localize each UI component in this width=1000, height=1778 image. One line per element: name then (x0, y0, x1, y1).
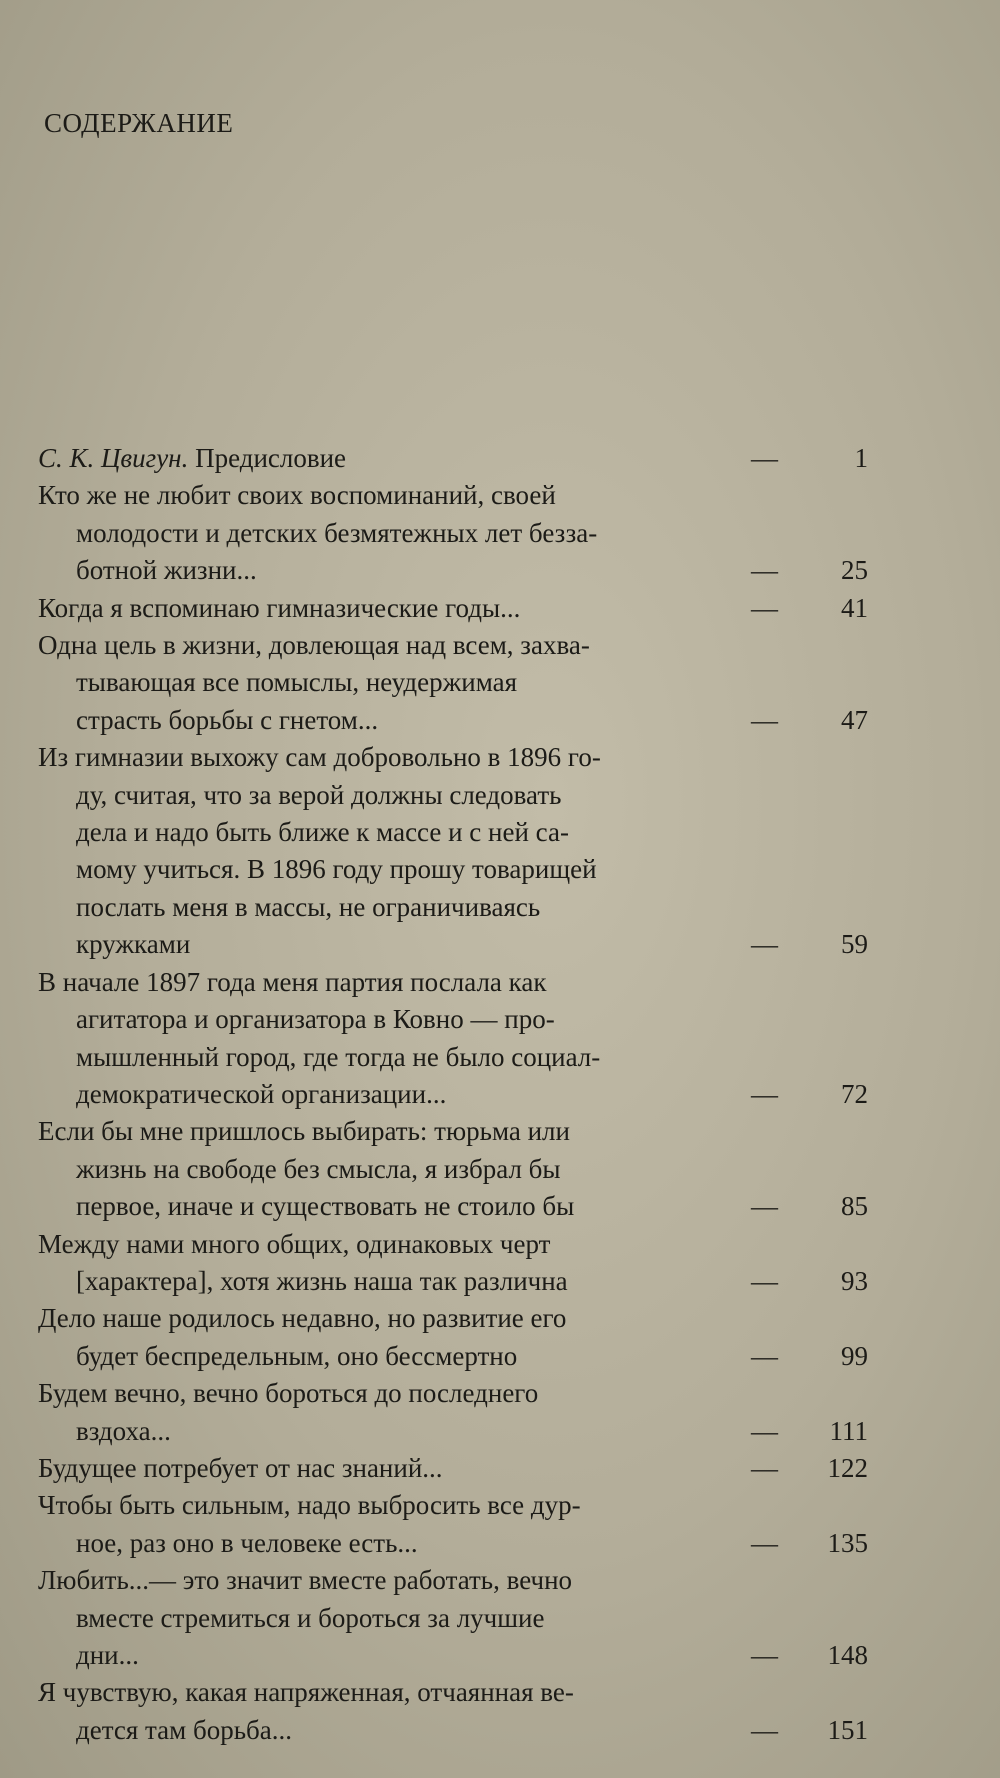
toc-entry-dash: — (751, 1078, 778, 1109)
toc-entry (38, 627, 868, 739)
toc-entry-line: ду, считая, что за верой должны следовать (76, 779, 562, 810)
toc-entry-page-number: 1 (854, 443, 868, 473)
toc-entry-page-number: 111 (829, 1415, 868, 1446)
toc-entry-line: Я чувствую, какая напряженная, отчаянная ве- (38, 1677, 574, 1708)
toc-entry-line: дется там борьба... (76, 1714, 292, 1745)
toc-entry-line: Если бы мне пришлось выбирать: тюрьма или (38, 1116, 570, 1147)
toc-entry-page-number: 148 (827, 1640, 868, 1670)
toc-entry (38, 1300, 868, 1375)
toc-entry-line: [характера], хотя жизнь наша так различна (76, 1265, 568, 1296)
toc-entry-dash: — (751, 1415, 778, 1446)
toc-entry-line: Между нами много общих, одинаковых черт (38, 1228, 551, 1259)
toc-entry-line: будет беспредельным, оно бессмертно (76, 1340, 518, 1371)
toc-entry-line: вместе стремиться и бороться за лучшие (76, 1602, 545, 1633)
toc-entry-line: дела и надо быть ближе к массе и с ней са- (76, 817, 569, 848)
toc-entry-dash: — (751, 1527, 778, 1558)
page-title: СОДЕРЖАНИЕ (44, 108, 234, 138)
toc-entry-page-number: 47 (841, 704, 868, 735)
toc-entry-line: Из гимназии выхожу сам добровольно в 1896 го- (38, 742, 601, 773)
toc-entry-page-number: 151 (827, 1714, 868, 1745)
toc-entry-dash: — (751, 1265, 778, 1296)
toc-entry-author: С. К. Цвигун. (38, 443, 189, 473)
toc-entry-line: Одна цель в жизни, довлеющая над всем, захва- (38, 630, 590, 661)
toc-entry (38, 964, 868, 1114)
toc-entry-page-number: 93 (841, 1265, 868, 1296)
toc-entry (38, 1450, 868, 1487)
toc-entry-line: жизнь на свободе без смысла, я избрал бы (76, 1153, 561, 1184)
toc-entry-page-number: 85 (841, 1191, 868, 1222)
toc-entry (38, 440, 868, 477)
toc-entry-line: дни... (76, 1640, 139, 1670)
toc-entry (38, 1562, 868, 1674)
toc-entry-page-number: 59 (841, 929, 868, 960)
toc-entry-dash: — (751, 1191, 778, 1222)
toc-entry-line: ботной жизни... (76, 555, 257, 586)
toc-entry-dash: — (751, 592, 778, 623)
toc-entry-dash: — (751, 704, 778, 735)
toc-entry (38, 477, 868, 589)
toc-entry-line: ное, раз оно в человеке есть... (76, 1527, 418, 1558)
toc-entry (38, 1113, 868, 1225)
table-of-contents (38, 440, 868, 1749)
toc-entry-line: агитатора и организатора в Ковно — про- (76, 1004, 555, 1035)
toc-entry-line: послать меня в массы, не ограничиваясь (76, 891, 541, 922)
toc-entry-line: демократической организации... (76, 1078, 447, 1109)
toc-entry-dash: — (751, 929, 778, 960)
toc-entry-line: Когда я вспоминаю гимназические годы... (38, 592, 521, 623)
toc-entry-text: Предисловие (195, 443, 347, 473)
toc-entry-line: тывающая все помыслы, неудержимая (76, 667, 518, 698)
toc-entry-line (38, 440, 748, 477)
toc-entry (38, 1674, 868, 1749)
toc-entry-line: мому учиться. В 1896 году прошу товарищей (76, 854, 597, 885)
toc-entry-dash: — (751, 1452, 778, 1483)
toc-entry-line: Чтобы быть сильным, надо выбросить все дур- (38, 1490, 581, 1521)
toc-entry-dash: — (751, 1340, 778, 1371)
toc-entry-line: мышленный город, где тогда не было социал- (76, 1041, 601, 1072)
toc-entry-line: молодости и детских безмятежных лет безза- (76, 517, 598, 548)
toc-entry-page-number: 122 (827, 1452, 868, 1483)
toc-entry-line: Кто же не любит своих воспоминаний, своей (38, 480, 556, 511)
toc-entry-page-number: 135 (827, 1527, 868, 1558)
toc-entry-page-number: 41 (841, 592, 868, 623)
toc-entry-line: Любить...— это значит вместе работать, вечно (38, 1565, 573, 1596)
toc-entry (38, 1226, 868, 1301)
toc-entry-dash: — (751, 443, 778, 473)
toc-entry-line: страсть борьбы с гнетом... (76, 704, 379, 735)
toc-entry-page-number: 72 (841, 1078, 868, 1109)
toc-entry-line: В начале 1897 года меня партия послала как (38, 966, 547, 997)
toc-entry-line: вздоха... (76, 1415, 171, 1446)
toc-entry-line: Будущее потребует от нас знаний... (38, 1452, 443, 1483)
toc-entry (38, 1375, 868, 1450)
toc-entry-line: кружками (76, 929, 191, 960)
toc-entry-line: Будем вечно, вечно бороться до последнего (38, 1378, 539, 1409)
toc-entry (38, 1487, 868, 1562)
toc-entry-dash: — (751, 1714, 778, 1745)
toc-entry (38, 739, 868, 963)
toc-entry-page-number: 99 (841, 1340, 868, 1371)
toc-entry-line: первое, иначе и существовать не стоило бы (76, 1191, 575, 1222)
toc-entry-dash: — (751, 1640, 778, 1670)
toc-entry (38, 590, 868, 627)
toc-entry-line: Дело наше родилось недавно, но развитие его (38, 1303, 567, 1334)
toc-entry-page-number: 25 (841, 555, 868, 586)
toc-entry-dash: — (751, 555, 778, 586)
